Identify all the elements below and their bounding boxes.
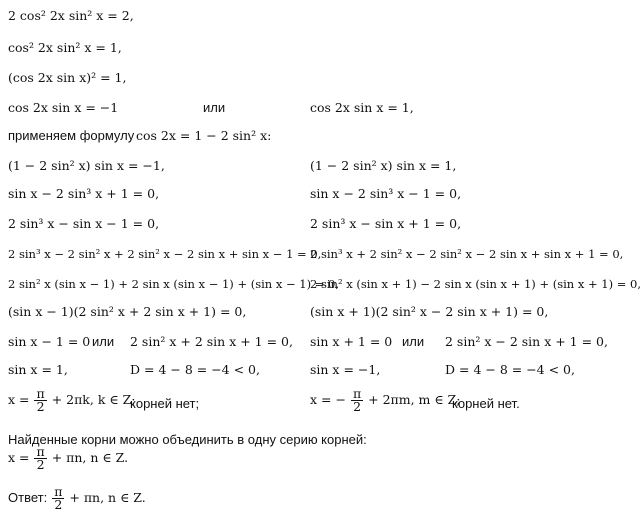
formula-label: применяем формулу (8, 128, 135, 143)
eq-line-12-right-a: sin x + 1 = 0 (310, 334, 393, 349)
eq-line-7-left: sin x − 2 sin³ x + 1 = 0, (8, 186, 160, 201)
or-word-1: или (203, 100, 226, 115)
eq-line-13-left-a: sin x = 1, (8, 362, 68, 377)
pi-over-2-fraction: $\frac{\pi}{2}$ (36, 444, 45, 472)
eq-line-8-right: 2 sin³ x − sin x + 1 = 0, (310, 216, 462, 231)
formula-text: cos 2x = 1 − 2 sin² x: (136, 128, 272, 143)
eq-line-11-left: (sin x − 1)(2 sin² x + 2 sin x + 1) = 0, (8, 304, 247, 319)
eq-line-3: (cos 2x sin x)² = 1, (8, 70, 127, 85)
eq-line-13-left-b: D = 4 − 8 = −4 < 0, (130, 362, 260, 377)
eq-line-12-right-b: 2 sin² x − 2 sin x + 1 = 0, (445, 334, 608, 349)
combined-series: x = $\frac{\pi}{2}$ + πn, n ∈ Z. (8, 444, 129, 472)
no-roots-left: корней нет; (130, 396, 200, 411)
solution-left: x = $\frac{\pi}{2}$ + 2πk, k ∈ Z; (8, 386, 136, 414)
or-word-3: или (402, 334, 425, 349)
combine-note: Найденные корни можно объединить в одну серию корней: (8, 432, 367, 447)
pi-over-2-fraction: $\frac{\pi}{2}$ (54, 484, 63, 512)
eq-line-6-right: (1 − 2 sin² x) sin x = 1, (310, 158, 457, 173)
answer-label: Ответ: (8, 490, 48, 505)
eq-line-12-left-a: sin x − 1 = 0 (8, 334, 91, 349)
eq-line-6-left: (1 − 2 sin² x) sin x = −1, (8, 158, 165, 173)
pi-over-2-fraction: $\frac{\pi}{2}$ (352, 386, 362, 414)
no-roots-right: корней нет. (452, 396, 520, 411)
eq-line-8-left: 2 sin³ x − sin x − 1 = 0, (8, 216, 160, 231)
or-word-2: или (92, 334, 115, 349)
pi-over-2-fraction: $\frac{\pi}{2}$ (36, 386, 45, 414)
eq-line-10-left: 2 sin² x (sin x − 1) + 2 sin x (sin x − 1) + (sin x − 1) = 0, (8, 277, 340, 291)
eq-line-9-left: 2 sin³ x − 2 sin² x + 2 sin² x − 2 sin x + sin x − 1 = 0, (8, 247, 322, 261)
solution-right: x = − $\frac{\pi}{2}$ + 2πm, m ∈ Z; (310, 386, 461, 414)
eq-line-12-left-b: 2 sin² x + 2 sin x + 1 = 0, (130, 334, 293, 349)
eq-line-13-right-b: D = 4 − 8 = −4 < 0, (445, 362, 575, 377)
eq-line-10-right: 2 sin² x (sin x + 1) − 2 sin x (sin x + 1) + (sin x + 1) = 0, (310, 277, 641, 291)
eq-line-1: 2 cos² 2x sin² x = 2, (8, 8, 134, 23)
eq-line-2: cos² 2x sin² x = 1, (8, 40, 122, 55)
eq-line-13-right-a: sin x = −1, (310, 362, 381, 377)
eq-line-11-right: (sin x + 1)(2 sin² x − 2 sin x + 1) = 0, (310, 304, 549, 319)
eq-line-4-right: cos 2x sin x = 1, (310, 100, 414, 115)
eq-line-4-left: cos 2x sin x = −1 (8, 100, 119, 115)
eq-line-7-right: sin x − 2 sin³ x − 1 = 0, (310, 186, 462, 201)
eq-line-9-right: 2 sin³ x + 2 sin² x − 2 sin² x − 2 sin x + sin x + 1 = 0, (310, 247, 624, 261)
answer-line: Ответ: $\frac{\pi}{2}$ + πn, n ∈ Z. (8, 484, 146, 512)
